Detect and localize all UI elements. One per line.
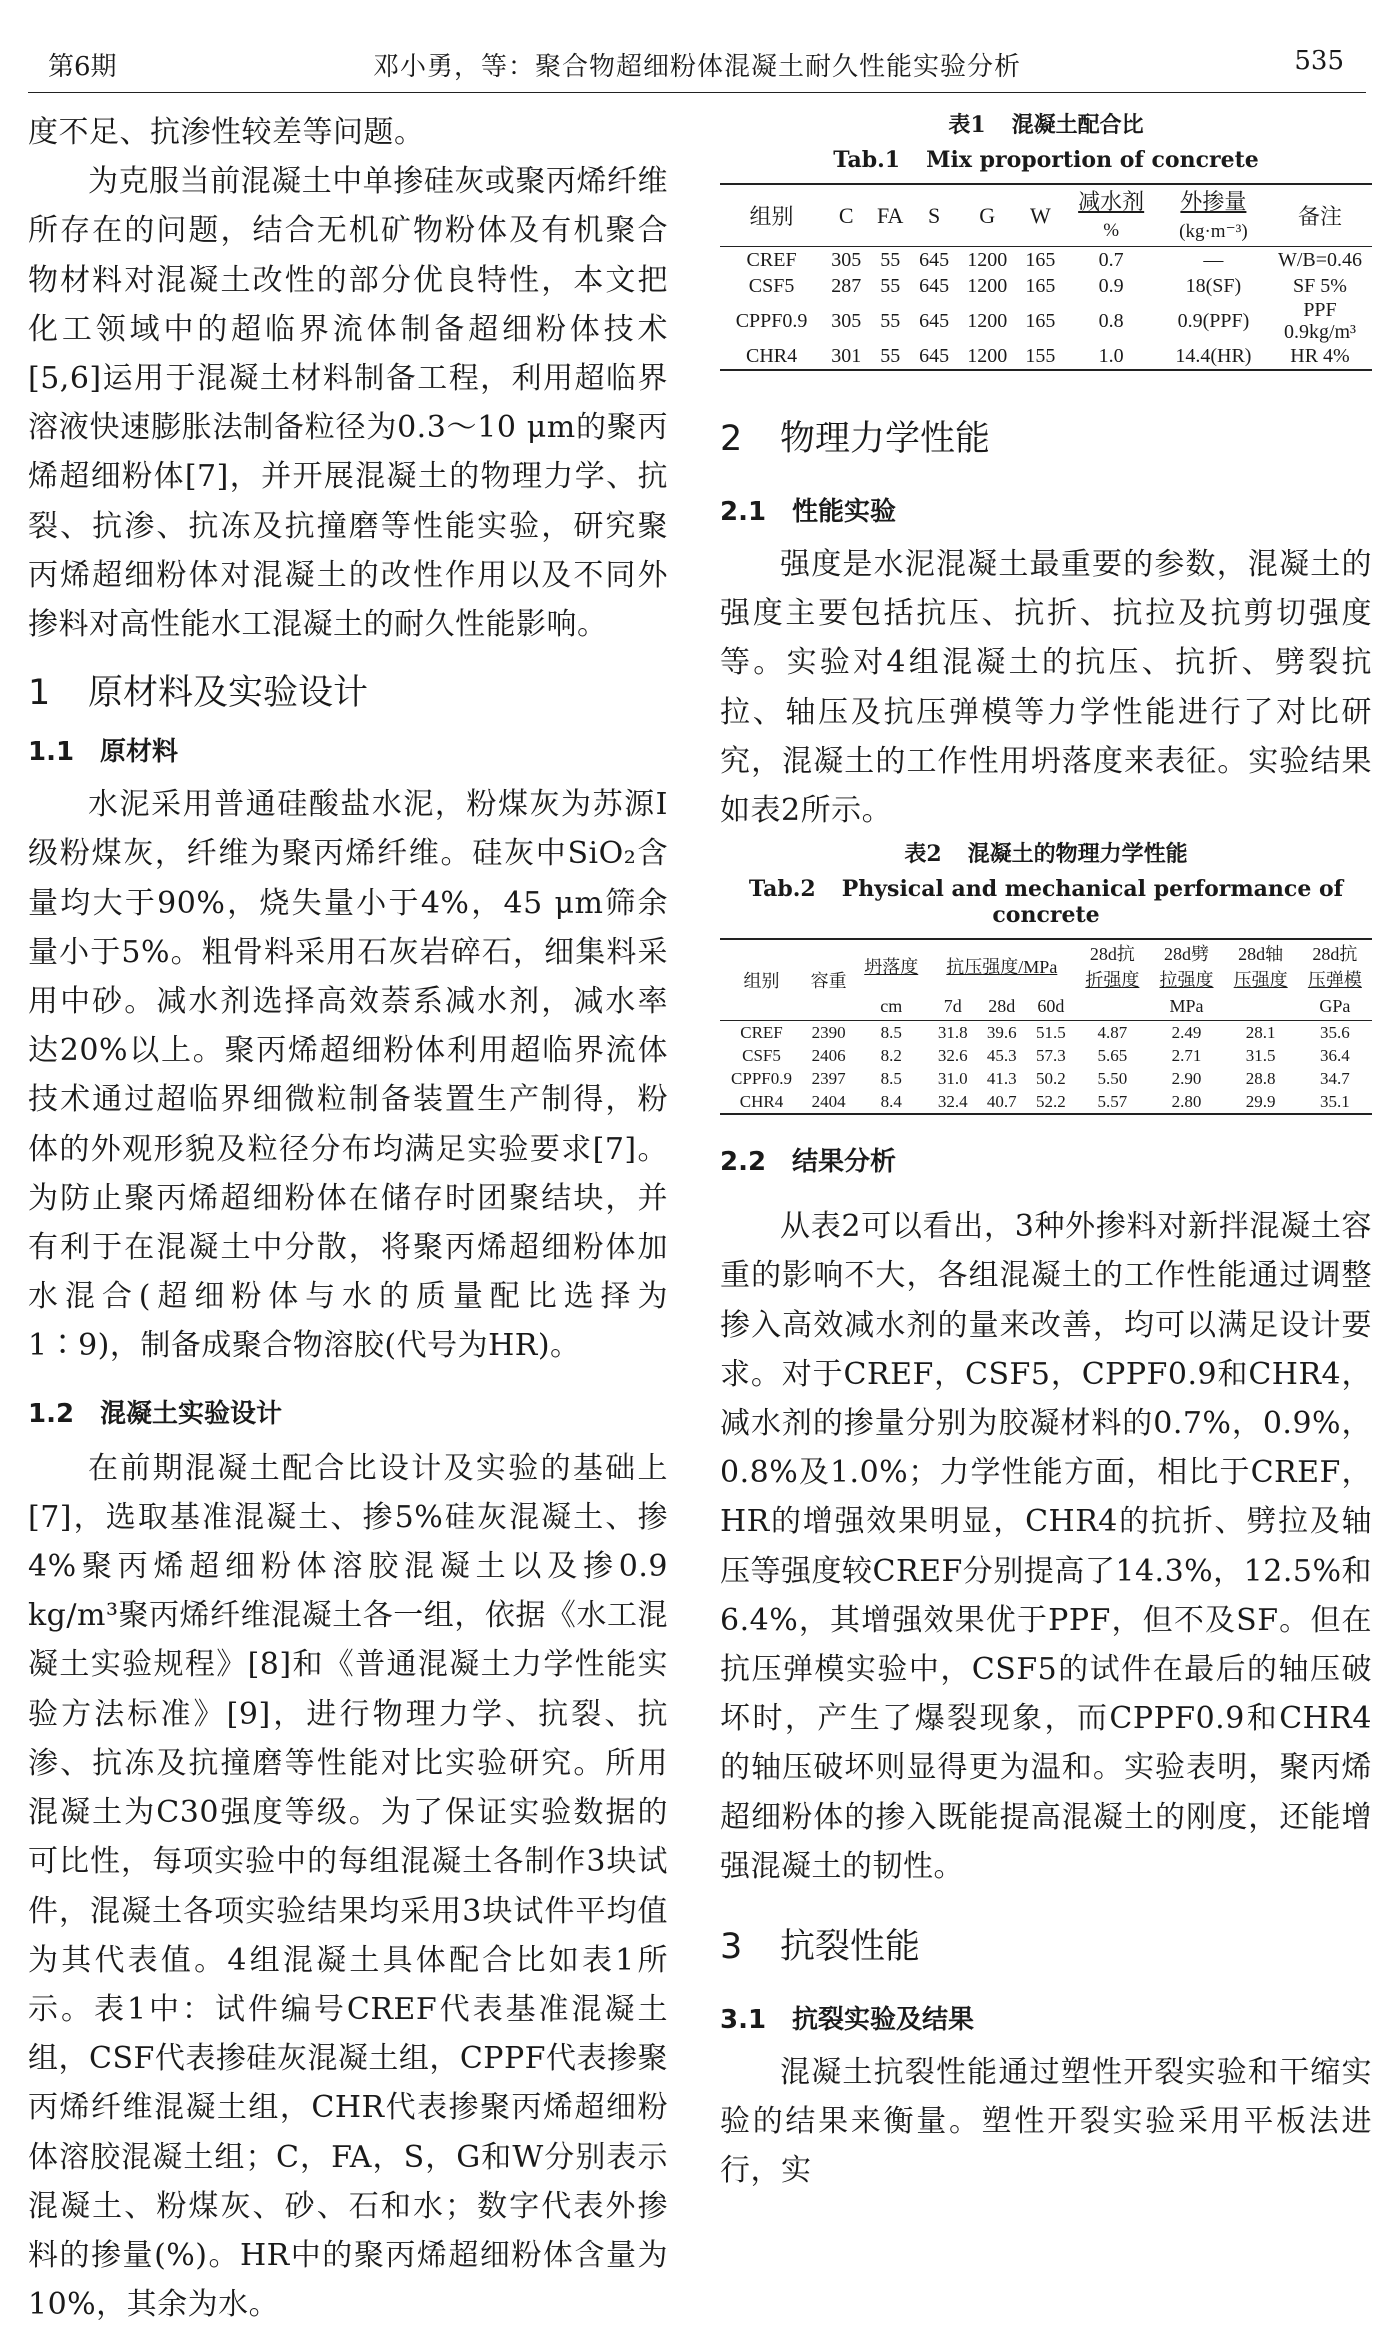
column-unit: cm — [880, 995, 903, 1016]
subsection-title: 原材料 — [100, 737, 179, 768]
table-cell: 645 — [919, 310, 950, 332]
table-cell: 31.5 — [1245, 1046, 1276, 1066]
table-cell: CSF5 — [748, 275, 795, 297]
section-heading — [28, 665, 668, 715]
table-cell: 51.5 — [1035, 1023, 1066, 1043]
subsection-heading — [720, 1141, 1372, 1178]
table-cell: 1.0 — [1098, 345, 1124, 367]
paragraph: 混凝土抗裂性能通过塑性开裂实验和干缩实验的结果来衡量。塑性开裂实验采用平板法进行，实 — [720, 2055, 1372, 2189]
table-cell: CSF5 — [742, 1046, 781, 1066]
subsection-title: 抗裂实验及结果 — [792, 2005, 975, 2036]
table-row — [720, 1021, 1372, 1045]
table-cell: 305 — [831, 249, 862, 271]
table-row — [720, 1067, 1372, 1090]
table-cell: 0.7 — [1098, 249, 1124, 271]
table-row — [720, 1044, 1372, 1067]
table-cell: 2406 — [811, 1046, 846, 1066]
table-cell: W/B=0.46 — [1277, 249, 1363, 271]
section-title: 物理力学性能 — [780, 419, 991, 459]
running-title: 邓小勇，等：聚合物超细粉体混凝土耐久性能实验分析 — [372, 52, 1021, 82]
table-cell: 0.9 — [1098, 275, 1124, 297]
paragraph: 强度是水泥混凝土最重要的参数，混凝土的强度主要包括抗压、抗折、抗拉及抗剪切强度等。实验对4组混凝土的抗压、抗折、劈裂抗拉、轴压及抗压弹模等力学性能进行了对比研究，混凝土的工作性用坍落度来表征。实验结果如表2所示。 — [720, 547, 1372, 829]
table-cell: 55 — [880, 275, 901, 297]
table-cell: CPPF0.9 — [735, 310, 808, 332]
subsection-heading — [28, 731, 668, 768]
table-cell: 36.4 — [1320, 1046, 1350, 1066]
column-header: W — [1029, 202, 1051, 228]
subsection-heading — [720, 1999, 1372, 2036]
table-cell: 2404 — [811, 1092, 846, 1112]
mix-proportion-table — [720, 183, 1372, 371]
table-cell: 1200 — [967, 275, 1008, 297]
subsection-heading — [720, 491, 1372, 528]
table-cell: CHR4 — [739, 1092, 784, 1112]
table-cell: PPF 0.9kg/m³ — [1283, 299, 1357, 343]
section-number: 1 — [28, 673, 51, 714]
table-cell: CREF — [740, 1023, 783, 1043]
column-header: 备注 — [1297, 204, 1342, 229]
section-title: 抗裂性能 — [780, 1927, 921, 1968]
table-cell: SF 5% — [1293, 275, 1347, 297]
column-header: C — [838, 202, 854, 228]
table-2 — [720, 837, 1372, 1115]
table-caption-en: Tab.2 Physical and mechanical performance of concrete — [748, 876, 1344, 929]
table-row — [720, 247, 1372, 274]
table-cell: 35.1 — [1320, 1092, 1350, 1112]
column-header: 抗压强度/MPa — [946, 957, 1058, 978]
section-title: 原材料及实验设计 — [88, 673, 369, 714]
paragraph: 从表2可以看出，3种外掺料对新拌混凝土容重的影响不大，各组混凝土的工作性能通过调整掺入高效减水剂的量来改善，均可以满足设计要求。对于CREF，CSF5，CPPF0.9和CHR4，减水剂的掺量分别为胶凝材料的0.7%，0.9%，0.8%及1.0%；力学性能方面，相比于CREF，HR的增强效果明显，CHR4的抗折、劈拉及轴压等强度较CREF分别提高了14.3%，12.5%和6.4%，其增强效果优于PPF，但不及SF。但在抗压弹模实验中，CSF5的试件在最后的轴压破坏时，产生了爆裂现象，而CPPF0.9和CHR4的轴压破坏则显得更为温和。实验表明，聚丙烯超细粉体的掺入既能提高混凝土的刚度，还能增强混凝土的韧性。 — [720, 1209, 1372, 1884]
section-heading — [720, 411, 1372, 461]
table-cell: 5.50 — [1097, 1069, 1128, 1089]
table-row — [720, 273, 1372, 299]
column-header: 组别 — [749, 204, 794, 229]
table-cell: 5.57 — [1097, 1092, 1128, 1112]
table-caption-en: Tab.1 Mix proportion of concrete — [833, 147, 1259, 173]
paragraph: 为克服当前混凝土中单掺硅灰或聚丙烯纤维所存在的问题，结合无机矿物粉体及有机聚合物材料对混凝土改性的部分优良特性，本文把化工领域中的超临界流体制备超细粉体技术[5,6]运用于混凝土材料制备工程，利用超临界溶液快速膨胀法制备粒径为0.3～10 μm的聚丙烯超细粉体[7]，并开展混凝土的物理力学、抗裂、抗渗、抗冻及抗撞磨等性能实验，研究聚丙烯超细粉体对混凝土的改性作用以及不同外掺料对高性能水工混凝土的耐久性能影响。 — [28, 164, 668, 643]
column-unit: % — [1103, 220, 1120, 241]
table-cell: 57.3 — [1035, 1046, 1066, 1066]
table-cell: 645 — [919, 345, 950, 367]
column-unit: (kg·m⁻³) — [1179, 220, 1248, 242]
table-cell: 8.5 — [880, 1023, 902, 1043]
table-cell: 4.87 — [1097, 1023, 1128, 1043]
table-cell: 32.4 — [937, 1092, 968, 1112]
column-header: 28d抗 折强度 — [1085, 944, 1140, 991]
table-cell: 0.8 — [1098, 310, 1124, 332]
table-cell: 8.2 — [880, 1046, 902, 1066]
table-cell: 2390 — [811, 1023, 846, 1043]
column-header: 28d劈 拉强度 — [1159, 944, 1214, 991]
table-row — [720, 343, 1372, 370]
table-cell: 29.9 — [1245, 1092, 1276, 1112]
column-header: 28d — [988, 995, 1016, 1016]
table-cell: 8.5 — [880, 1069, 902, 1089]
page-number: 535 — [1294, 46, 1344, 76]
table-cell: 45.3 — [986, 1046, 1017, 1066]
table-cell: 5.65 — [1097, 1046, 1128, 1066]
column-header: G — [979, 202, 996, 228]
right-column — [720, 108, 1372, 2196]
table-cell: 305 — [831, 310, 862, 332]
table-cell: 41.3 — [986, 1069, 1017, 1089]
column-header: 减水剂 — [1078, 189, 1145, 214]
column-header: 60d — [1037, 995, 1065, 1016]
table-cell: 55 — [880, 345, 901, 367]
table-cell: — — [1203, 249, 1224, 271]
table-cell: 55 — [880, 249, 901, 271]
table-cell: 8.4 — [880, 1092, 902, 1112]
table-cell: 645 — [919, 275, 950, 297]
table-cell: 165 — [1025, 310, 1056, 332]
subsection-number: 3.1 — [720, 2005, 767, 2036]
running-header — [28, 40, 1366, 93]
table-cell: 32.6 — [937, 1046, 968, 1066]
subsection-heading — [28, 1393, 668, 1430]
table-cell: 31.0 — [937, 1069, 968, 1089]
paragraph: 在前期混凝土配合比设计及实验的基础上[7]，选取基准混凝土、掺5%硅灰混凝土、掺4%聚丙烯超细粉体溶胶混凝土以及掺0.9 kg/m³聚丙烯纤维混凝土各一组，依据《水工混凝土实验规程》[8]和《普通混凝土力学性能实验方法标准》[9]，进行物理力学、抗裂、抗渗、抗冻及抗撞磨等性能对比实验研究。所用混凝土为C30强度等级。为了保证实验数据的可比性，每项实验中的每组混凝土各制作3块试件，混凝土各项实验结果均采用3块试件平均值为其代表值。4组混凝土具体配合比如表1所示。表1中：试件编号CREF代表基准混凝土组，CSF代表掺硅灰混凝土组，CPPF代表掺聚丙烯纤维混凝土组，CHR代表掺聚丙烯超细粉体溶胶混凝土组；C，FA，S，G和W分别表示混凝土、粉煤灰、砂、石和水；数字代表外掺料的掺量(%)。HR中的聚丙烯超细粉体含量为10%，其余为水。 — [28, 1450, 668, 2323]
table-cell: CHR4 — [746, 345, 798, 367]
table-cell: 1200 — [967, 249, 1008, 271]
paragraph: 水泥采用普通硅酸盐水泥，粉煤灰为苏源Ⅰ级粉煤灰，纤维为聚丙烯纤维。硅灰中SiO₂含量均大于90%，烧失量小于4%，45 μm筛余量小于5%。粗骨料采用石灰岩碎石，细集料采用中砂。减水剂选择高效萘系减水剂，减水率达20%以上。聚丙烯超细粉体利用超临界流体技术通过超临界细微粒制备装置生产制得，粉体的外观形貌及粒径分布均满足实验要求[7]。为防止聚丙烯超细粉体在储存时团聚结块，并有利于在混凝土中分散，将聚丙烯超细粉体加水混合(超细粉体与水的质量配比选择为1∶9)，制备成聚合物溶胶(代号为HR)。 — [28, 787, 668, 1364]
table-caption-cn: 表1 混凝土配合比 — [948, 112, 1144, 138]
column-header: 外掺量 — [1180, 189, 1247, 214]
table-cell: 55 — [880, 310, 901, 332]
subsection-number: 2.1 — [720, 497, 767, 527]
column-header: 组别 — [743, 971, 780, 992]
column-header: S — [927, 202, 941, 228]
table-cell: 645 — [919, 249, 950, 271]
column-header: FA — [876, 202, 904, 228]
table-cell: 2.71 — [1171, 1046, 1202, 1066]
table-1 — [720, 108, 1372, 371]
column-unit: GPa — [1319, 995, 1351, 1016]
table-cell: 2.49 — [1171, 1023, 1202, 1043]
table-cell: 1200 — [967, 345, 1008, 367]
column-header: 7d — [943, 995, 962, 1016]
table-row — [720, 299, 1372, 343]
left-column — [28, 108, 668, 2329]
table-cell: CPPF0.9 — [731, 1069, 792, 1089]
section-number: 2 — [720, 419, 743, 459]
table-cell: 165 — [1025, 275, 1056, 297]
physical-mechanical-table — [720, 938, 1372, 1115]
paragraph: 度不足、抗渗性较差等问题。 — [28, 115, 425, 150]
column-unit: MPa — [1169, 995, 1204, 1016]
table-cell: CREF — [746, 249, 797, 271]
table-cell: 301 — [831, 345, 862, 367]
column-header: 28d轴 压强度 — [1233, 944, 1288, 991]
table-row — [720, 1090, 1372, 1114]
table-cell: 35.6 — [1320, 1023, 1350, 1043]
subsection-title: 混凝土实验设计 — [100, 1398, 283, 1429]
table-cell: 39.6 — [986, 1023, 1017, 1043]
subsection-title: 结果分析 — [792, 1147, 897, 1178]
section-heading — [720, 1919, 1372, 1969]
table-cell: 1200 — [967, 310, 1008, 332]
subsection-number: 2.2 — [720, 1147, 767, 1178]
column-header: 容重 — [810, 971, 847, 992]
column-header: 坍落度 — [864, 957, 919, 978]
table-cell: 2.80 — [1171, 1092, 1202, 1112]
subsection-number: 1.1 — [28, 737, 75, 768]
table-cell: 155 — [1025, 345, 1056, 367]
table-cell: 14.4(HR) — [1175, 345, 1252, 367]
table-caption-cn: 表2 混凝土的物理力学性能 — [904, 841, 1188, 868]
table-cell: 50.2 — [1035, 1069, 1066, 1089]
table-cell: HR 4% — [1290, 345, 1350, 367]
table-cell: 287 — [831, 275, 862, 297]
table-cell: 18(SF) — [1185, 275, 1242, 297]
section-number: 3 — [720, 1927, 743, 1968]
table-cell: 165 — [1025, 249, 1056, 271]
subsection-title: 性能实验 — [792, 497, 897, 527]
table-cell: 34.7 — [1320, 1069, 1350, 1089]
column-header: 28d抗 压弹模 — [1307, 944, 1362, 991]
table-cell: 40.7 — [986, 1092, 1017, 1112]
table-cell: 0.9(PPF) — [1177, 310, 1250, 332]
issue-number: 第6期 — [48, 52, 117, 82]
table-cell: 28.1 — [1245, 1023, 1276, 1043]
subsection-number: 1.2 — [28, 1398, 75, 1429]
table-cell: 2397 — [811, 1069, 846, 1089]
table-cell: 28.8 — [1245, 1069, 1276, 1089]
table-cell: 52.2 — [1035, 1092, 1066, 1112]
table-cell: 31.8 — [937, 1023, 968, 1043]
table-cell: 2.90 — [1171, 1069, 1202, 1089]
